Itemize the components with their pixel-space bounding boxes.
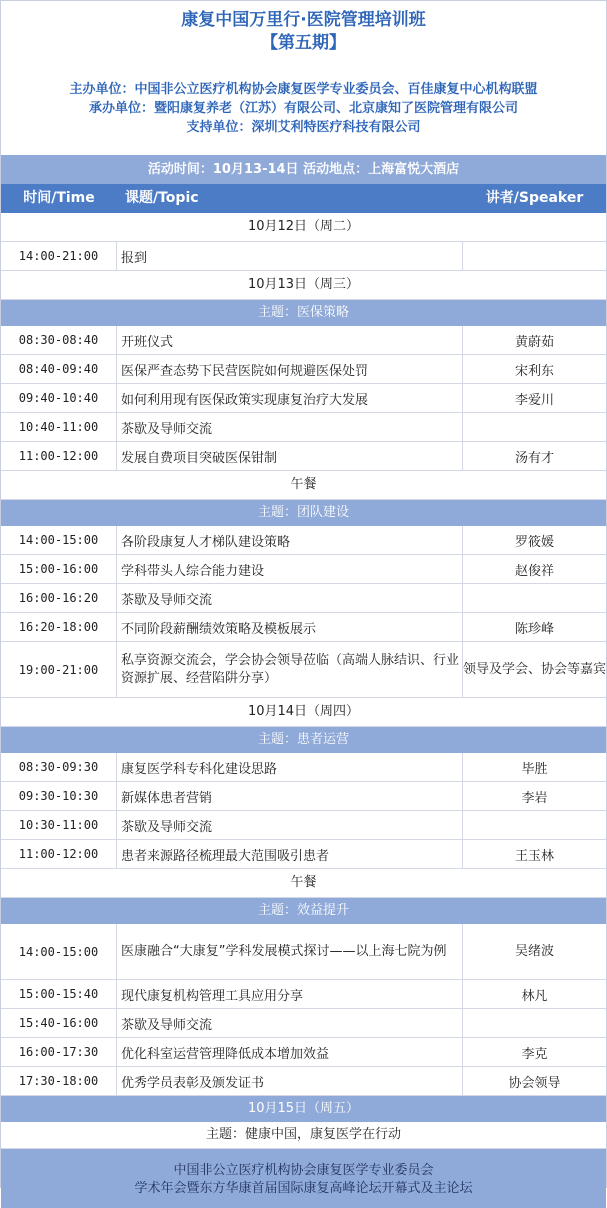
speaker-cell: [463, 413, 606, 441]
topic-cell: 患者来源路径梳理最大范围吸引患者: [117, 840, 463, 868]
lunch-row: 午餐: [1, 471, 606, 500]
speaker-cell: 汤有才: [514, 450, 554, 466]
col-speaker: 讲者/Speaker: [485, 190, 584, 206]
table-row: [1, 384, 606, 413]
speaker-cell: 罗筱媛: [514, 534, 554, 550]
speaker-cell: 领导及学会、协会等嘉宾: [463, 661, 607, 677]
topic-cell: 开班仪式: [117, 326, 463, 354]
time-cell: 16:20-18:00: [1, 613, 117, 641]
speaker-cell: [463, 242, 606, 270]
time-cell: 11:00-12:00: [1, 840, 117, 868]
undertaker-line: 承办单位：暨阳康复养老（江苏）有限公司、北京康知了医院管理有限公司: [88, 101, 518, 116]
topic-cell: 不同阶段薪酬绩效策略及模板展示: [117, 613, 463, 641]
table-row: [1, 980, 606, 1009]
time-cell: 19:00-21:00: [1, 642, 117, 697]
topic-cell: 优秀学员表彰及颁发证书: [117, 1067, 463, 1095]
table-row: [1, 924, 606, 980]
topic-cell: 茶歇及导师交流: [117, 584, 463, 612]
speaker-cell: 李爱川: [514, 392, 554, 408]
speaker-cell: 黄蔚茹: [514, 334, 554, 350]
speaker-cell: 李克: [521, 1046, 548, 1062]
time-cell: 14:00-21:00: [1, 242, 117, 270]
topic-cell: 各阶段康复人才梯队建设策略: [117, 526, 463, 554]
topic-cell: 医保严查态势下民营医院如何规避医保处罚: [117, 355, 463, 383]
time-cell: 09:30-10:30: [1, 782, 117, 810]
table-row: [1, 613, 606, 642]
date-row: 10月13日（周三）: [1, 271, 606, 300]
lunch-row: 午餐: [1, 869, 606, 898]
topic-cell: 学科带头人综合能力建设: [117, 555, 463, 583]
speaker-cell: 吴绪波: [514, 943, 554, 959]
theme-row: 主题：健康中国，康复医学在行动: [1, 1122, 606, 1149]
table-row: [1, 840, 606, 869]
topic-cell: 现代康复机构管理工具应用分享: [117, 980, 463, 1008]
host-line: 主办单位：中国非公立医疗机构协会康复医学专业委员会、百佳康复中心机构联盟: [69, 82, 538, 97]
speaker-cell: 宋利东: [514, 363, 554, 379]
time-cell: 08:30-09:30: [1, 753, 117, 781]
speaker-cell: 林凡: [521, 988, 548, 1004]
topic-cell: 医康融合“大康复”学科发展模式探讨——以上海七院为例: [117, 924, 463, 979]
col-topic: 课题/Topic: [125, 190, 199, 206]
speaker-cell: 李岩: [521, 790, 548, 806]
table-row: [1, 1067, 606, 1096]
speaker-cell: [463, 1009, 606, 1037]
table-row: [1, 1009, 606, 1038]
speaker-cell: 协会领导: [508, 1075, 561, 1091]
footer-line: 学术年会暨东方华康首届国际康复高峰论坛开幕式及主论坛: [134, 1181, 473, 1196]
footer: [1, 1149, 606, 1208]
supporter-line: 支持单位：深圳艾利特医疗科技有限公司: [186, 120, 421, 135]
topic-cell: 康复医学科专科化建设思路: [117, 753, 463, 781]
page-title: 康复中国万里行·医院管理培训班: [181, 10, 426, 30]
table-row: [1, 526, 606, 555]
time-cell: 08:40-09:40: [1, 355, 117, 383]
time-cell: 15:40-16:00: [1, 1009, 117, 1037]
col-time: 时间/Time: [23, 190, 95, 206]
topic-cell: 新媒体患者营销: [117, 782, 463, 810]
table-row: [1, 782, 606, 811]
column-header: [1, 184, 606, 213]
time-cell: 15:00-15:40: [1, 980, 117, 1008]
topic-cell: 茶歇及导师交流: [117, 413, 463, 441]
footer-line: 中国非公立医疗机构协会康复医学专业委员会: [173, 1163, 434, 1178]
table-row: [1, 555, 606, 584]
topic-cell: 如何利用现有医保政策实现康复治疗大发展: [117, 384, 463, 412]
table-row: [1, 753, 606, 782]
time-cell: 15:00-16:00: [1, 555, 117, 583]
table-row: [1, 584, 606, 613]
speaker-cell: [463, 584, 606, 612]
time-cell: 09:40-10:40: [1, 384, 117, 412]
speaker-cell: 陈珍峰: [514, 621, 554, 637]
issue-label: 【第五期】: [261, 33, 346, 53]
time-cell: 14:00-15:00: [1, 526, 117, 554]
table-row: [1, 242, 606, 271]
date-row: 10月14日（周四）: [1, 698, 606, 727]
topic-cell: 报到: [117, 242, 463, 270]
theme-bar: 主题：团队建设: [1, 500, 606, 526]
time-cell: 16:00-16:20: [1, 584, 117, 612]
speaker-cell: 赵俊祥: [514, 563, 554, 579]
topic-cell: 茶歇及导师交流: [117, 811, 463, 839]
theme-bar: 主题：患者运营: [1, 727, 606, 753]
topic-cell: 发展自费项目突破医保钳制: [117, 442, 463, 470]
time-cell: 10:30-11:00: [1, 811, 117, 839]
date-bar: 10月15日（周五）: [1, 1096, 606, 1122]
speaker-cell: 王玉林: [514, 848, 554, 864]
table-row: [1, 1038, 606, 1067]
table-row: [1, 326, 606, 355]
date-row: 10月12日（周二）: [1, 213, 606, 242]
event-info-bar: 活动时间：10月13-14日 活动地点：上海富悦大酒店: [1, 155, 606, 184]
theme-bar: 主题：医保策略: [1, 300, 606, 326]
topic-cell: 优化科室运营管理降低成本增加效益: [117, 1038, 463, 1066]
table-row: [1, 355, 606, 384]
time-cell: 11:00-12:00: [1, 442, 117, 470]
table-row: [1, 413, 606, 442]
theme-bar: 主题：效益提升: [1, 898, 606, 924]
topic-cell: 私享资源交流会，学会协会领导莅临（高端人脉结识、行业资源扩展、经营陷阱分享）: [117, 642, 463, 697]
speaker-cell: [463, 811, 606, 839]
time-cell: 16:00-17:30: [1, 1038, 117, 1066]
time-cell: 10:40-11:00: [1, 413, 117, 441]
table-row: [1, 642, 606, 698]
speaker-cell: 毕胜: [521, 761, 548, 777]
time-cell: 08:30-08:40: [1, 326, 117, 354]
organizers: [1, 71, 606, 155]
table-row: [1, 811, 606, 840]
time-cell: 17:30-18:00: [1, 1067, 117, 1095]
table-row: [1, 442, 606, 471]
time-cell: 14:00-15:00: [1, 924, 117, 979]
header: [1, 1, 606, 71]
topic-cell: 茶歇及导师交流: [117, 1009, 463, 1037]
